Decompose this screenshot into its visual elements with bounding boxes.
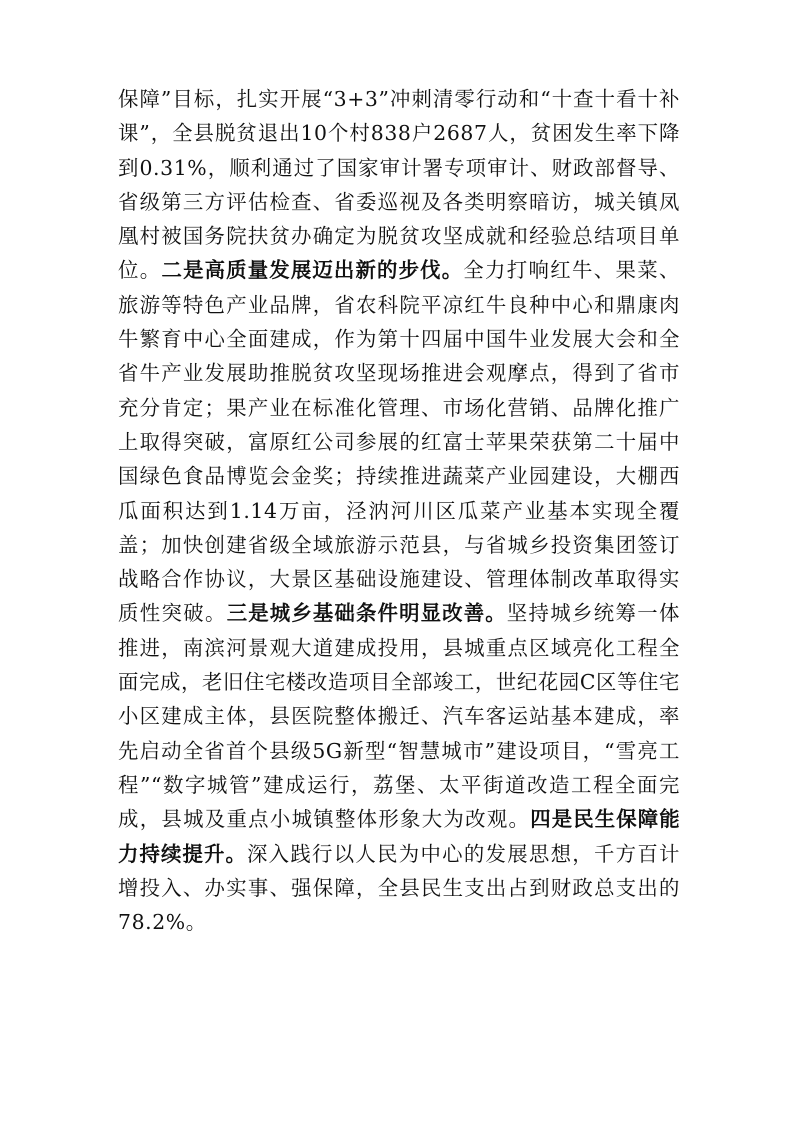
- section-lead-3: 三是城乡基础条件明显改善。: [226, 601, 507, 626]
- text-segment: 深入践行以人民为中心的发展思想，千方百计增投入、办实事、强保障，全县民生支出占到财政总支出的78.2%。: [118, 841, 681, 935]
- text-segment: 坚持城乡统筹一体推进，南滨河景观大道建成投用，县城重点区域亮化工程全面完成，老旧住宅楼改造项目全部竣工，世纪花园C区等住宅小区建成主体，县医院整体搬迁、汽车客运站基本建成，率先启动全省首个县级5G新型“智慧城市”建设项目，“雪亮工程”“数字城管”建成运行，荔堡、太平街道改造工程全面完成，县城及重点小城镇整体形象大为改观。: [118, 601, 680, 832]
- section-lead-2: 二是高质量发展迈出新的步伐。: [161, 258, 464, 283]
- text-segment: 保障”目标，扎实开展“3+3”冲刺清零行动和“十查十看十补课”，全县脱贫退出10个村838户2687人，贫困发生率下降到0.31%，顺利通过了国家审计署专项审计、财政部督导、省级第三方评估检查、省委巡视及各类明察暗访，城关镇凤凰村被国务院扶贫办确定为脱贫攻坚成就和经验总结项目单位。: [118, 87, 680, 283]
- section-lead-4: 四是民生保障能力持续提升。: [118, 807, 680, 866]
- text-segment: 全力打响红牛、果菜、旅游等特色产业品牌，省农科院平凉红牛良种中心和鼎康肉牛繁育中心全面建成，作为第十四届中国牛业发展大会和全省牛产业发展助推脱贫攻坚现场推进会观摩点，得到了省市充分肯定；果产业在标准化管理、市场化营销、品牌化推广上取得突破，富原红公司参展的红富士苹果荣获第二十届中国绿色食品博览会金奖；持续推进蔬菜产业园建设，大棚西瓜面积达到1.14万亩，泾汭河川区瓜菜产业基本实现全覆盖；加快创建省级全域旅游示范县，与省城乡投资集团签订战略合作协议，大景区基础设施建设、管理体制改革取得实质性突破。: [118, 258, 681, 626]
- body-paragraph: [118, 82, 680, 939]
